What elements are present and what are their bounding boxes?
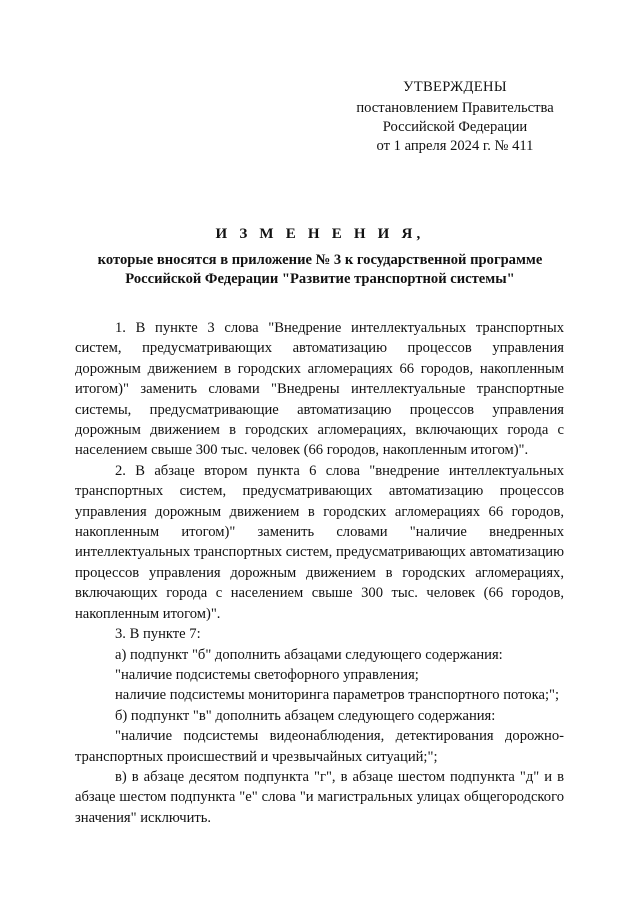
- paragraph-quote-video: "наличие подсистемы видеонаблюдения, детектирования дорожно-транспортных происшествий и чрезвычайных ситуаций;";: [75, 728, 564, 765]
- approval-line-2: Российской Федерации: [382, 119, 528, 135]
- paragraph-item-1: 1. В пункте 3 слова "Внедрение интеллектуальных транспортных систем, предусматривающих автоматизацию процессов управления дорожным движением в городских агломерациях 66 городов, накопленным итогом)" заменить словами "Внедрены интеллектуальные транспортные системы, предусматривающие автоматизацию процессов управления дорожным движением в городских агломерациях, включающих города с населением свыше 300 тыс. человек (66 городов, накопленным итогом)".: [75, 320, 564, 459]
- approval-line-3: от 1 апреля 2024 г. № 411: [376, 138, 534, 154]
- paragraph-quote-traffic-light: "наличие подсистемы светофорного управления;: [115, 666, 419, 683]
- document-body: [75, 318, 564, 828]
- paragraph-item-3: 3. В пункте 7:: [115, 626, 201, 643]
- subtitle-line-2: Российской Федерации "Развитие транспортной системы": [125, 271, 515, 287]
- document-subtitle: [60, 251, 580, 289]
- approval-heading: УТВЕРЖДЕНЫ: [403, 79, 507, 95]
- document-title-block: [60, 226, 580, 289]
- paragraph-quote-monitoring: наличие подсистемы мониторинга параметров транспортного потока;";: [115, 687, 560, 704]
- paragraph-subitem-a: а) подпункт "б" дополнить абзацами следующего содержания:: [115, 646, 503, 663]
- paragraph-subitem-b: б) подпункт "в" дополнить абзацем следующего содержания:: [115, 707, 496, 724]
- paragraph-item-2: 2. В абзаце втором пункта 6 слова "внедрение интеллектуальных транспортных систем, предусматривающих автоматизацию процессов управления дорожным движением в городских агломерациях 66 городов, накопленным итогом)" заменить словами "наличие внедренных интеллектуальных транспортных систем, предусматривающих автоматизацию процессов управления дорожным движением в городских агломерациях, включающих города с населением свыше 300 тыс. человек (66 городов, накопленным итогом)".: [75, 462, 564, 622]
- subtitle-line-1: которые вносятся в приложение № 3 к государственной программе: [97, 252, 543, 268]
- document-title: И З М Е Н Е Н И Я,: [215, 226, 425, 242]
- approval-stamp: [330, 78, 580, 156]
- approval-line-1: постановлением Правительства: [356, 100, 554, 116]
- paragraph-subitem-v: в) в абзаце десятом подпункта "г", в абзаце шестом подпункта "д" и в абзаце шестом подпункта "е" слова "и магистральных улицах общегородского значения" исключить.: [75, 768, 564, 826]
